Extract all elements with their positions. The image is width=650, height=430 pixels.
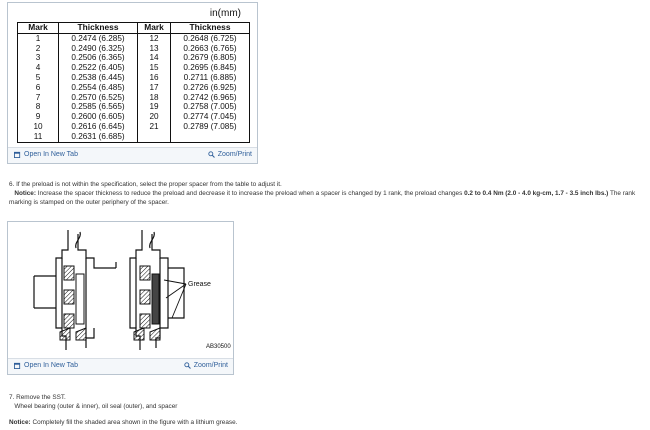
grease-label: Grease [188, 281, 211, 288]
thickness-cell: 0.2648 (6.725) [183, 33, 237, 43]
thickness-cell: 0.2695 (6.845) [183, 63, 237, 73]
mark-cell: 11 [18, 132, 59, 142]
step-7-subtext: Wheel bearing (outer & inner), oil seal (outer), and spacer [14, 403, 178, 410]
step-7-paragraph [9, 393, 639, 411]
step-6-preload-value: 0.2 to 0.4 Nm (2.0 - 4.0 kg-cm, 1.7 - 3.5 inch lbs.) [464, 190, 609, 197]
grease-notice-paragraph [9, 418, 639, 427]
thickness-cell: 0.2585 (6.565) [59, 102, 138, 112]
thickness-cell: 0.2631 (6.685) [59, 132, 138, 142]
table-row [18, 53, 250, 63]
table-row [18, 33, 250, 43]
thickness-cell: 0.2474 (6.285) [59, 33, 138, 43]
mark-cell: 4 [18, 63, 59, 73]
mark-cell: 17 [138, 83, 171, 93]
open-in-new-tab-link[interactable] [14, 362, 78, 369]
mark-cell: 15 [138, 63, 171, 73]
mark-cell: 6 [18, 83, 59, 93]
table-body [18, 33, 250, 142]
mark-cell: 8 [18, 102, 59, 112]
bearing-grease-figure [7, 221, 234, 375]
mark-cell: 20 [138, 112, 171, 122]
table-row [18, 83, 250, 93]
mark-cell: 10 [18, 122, 59, 132]
zoom-print-link[interactable] [208, 151, 252, 158]
grease-notice-label: Notice: [9, 419, 31, 426]
table-row [18, 73, 250, 83]
open-in-new-tab-label: Open In New Tab [24, 362, 78, 369]
header-mark-2: Mark [138, 23, 171, 34]
thickness-cell: 0.2616 (6.645) [59, 122, 138, 132]
table-header-row [18, 23, 250, 34]
figure-code-label: AB30500 [206, 344, 231, 350]
table-row [18, 93, 250, 103]
thickness-cell: 0.2522 (6.405) [59, 63, 138, 73]
thickness-cell: 0.2726 (6.925) [183, 82, 237, 92]
header-mark-1: Mark [18, 23, 59, 34]
mark-cell: 7 [18, 93, 59, 103]
thickness-cell: 0.2742 (6.965) [183, 92, 237, 102]
grease-leader-lines [164, 280, 186, 318]
mark-cell: 21 [138, 122, 171, 132]
magnifier-icon [208, 151, 215, 158]
thickness-cell: 0.2570 (6.525) [59, 93, 138, 103]
step-6-paragraph [9, 180, 639, 207]
table-row [18, 132, 250, 142]
mark-cell: 9 [18, 112, 59, 122]
mark-cell: 3 [18, 53, 59, 63]
mark-cell: 19 [138, 102, 171, 112]
thickness-cell [171, 132, 250, 142]
step-6-notice-text-a: Increase the spacer thickness to reduce the preload and decrease it to increase the preload when a spacer is changed by 1 rank, the preload changes [36, 190, 465, 197]
mark-cell: 16 [138, 73, 171, 83]
table-row [18, 44, 250, 54]
open-in-new-tab-label: Open In New Tab [24, 151, 78, 158]
zoom-print-label: Zoom/Print [193, 362, 228, 369]
mark-cell: 18 [138, 93, 171, 103]
mark-cell: 14 [138, 53, 171, 63]
step-6-text: 6. If the preload is not within the specification, select the proper spacer from the table to adjust it. [9, 181, 282, 188]
mark-cell [138, 132, 171, 142]
mark-cell: 1 [18, 33, 59, 43]
figure-toolbar [8, 147, 257, 163]
magnifier-icon [184, 362, 191, 369]
thickness-cell: 0.2774 (7.045) [183, 112, 237, 122]
left-hub-drawing [34, 230, 116, 350]
bearing-diagram [16, 228, 231, 353]
external-window-icon [14, 151, 21, 158]
step-6-notice-label: Notice: [14, 190, 36, 197]
table-row [18, 122, 250, 132]
mark-cell: 5 [18, 73, 59, 83]
thickness-cell: 0.2789 (7.085) [183, 121, 237, 131]
thickness-cell: 0.2758 (7.005) [183, 102, 237, 112]
thickness-cell: 0.2600 (6.605) [59, 112, 138, 122]
mark-cell: 13 [138, 44, 171, 54]
table-row [18, 112, 250, 122]
step-7-text: 7. Remove the SST. [9, 394, 66, 401]
thickness-cell: 0.2663 (6.765) [183, 43, 237, 53]
mark-cell: 2 [18, 44, 59, 54]
zoom-print-label: Zoom/Print [217, 151, 252, 158]
table-row [18, 63, 250, 73]
zoom-print-link[interactable] [184, 362, 228, 369]
mark-cell: 12 [138, 33, 171, 43]
thickness-cell: 0.2554 (6.485) [59, 83, 138, 93]
right-bearing-rollers [134, 266, 160, 340]
header-thickness-2: Thickness [171, 23, 250, 34]
grease-notice-text: Completely fill the shaded area shown in the figure with a lithium grease. [30, 419, 238, 426]
open-in-new-tab-link[interactable] [14, 151, 78, 158]
unit-label: in(mm) [209, 8, 241, 19]
table-row [18, 102, 250, 112]
thickness-cell: 0.2538 (6.445) [59, 73, 138, 83]
spacer-thickness-table [17, 22, 250, 143]
header-thickness-1: Thickness [59, 23, 138, 34]
thickness-cell: 0.2679 (6.805) [183, 53, 237, 63]
left-bearing-rollers [60, 266, 86, 340]
external-window-icon [14, 362, 21, 369]
thickness-cell: 0.2490 (6.325) [59, 44, 138, 54]
figure-toolbar [8, 358, 233, 374]
thickness-cell: 0.2711 (6.885) [183, 72, 237, 82]
spacer-table-figure [7, 2, 258, 164]
step-6-notice-text-b: The rank marking is stamped on the outer periphery of the spacer. [9, 190, 636, 206]
thickness-cell: 0.2506 (6.365) [59, 53, 138, 63]
